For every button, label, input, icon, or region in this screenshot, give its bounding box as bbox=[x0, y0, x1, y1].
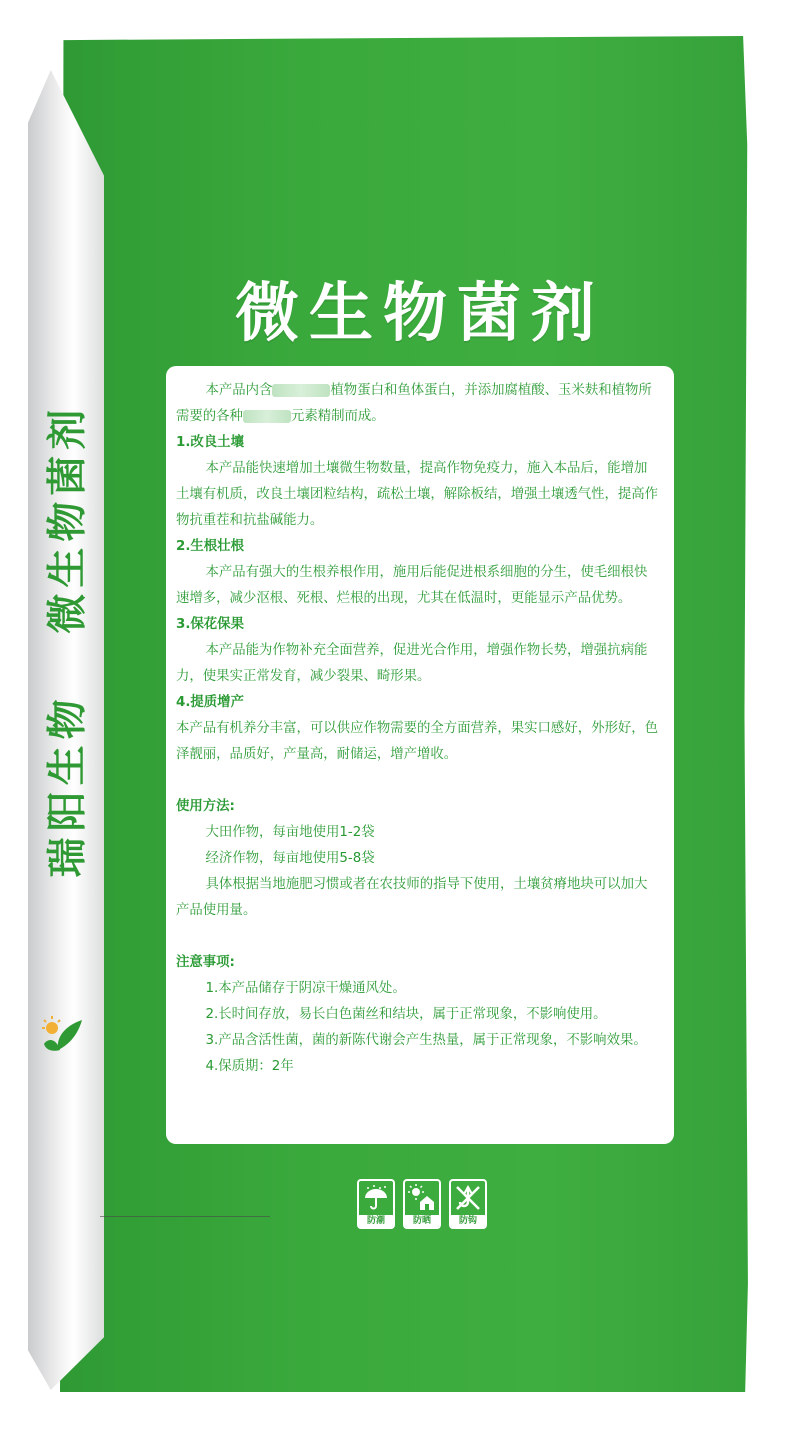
gusset-brand: 瑞阳生物 bbox=[44, 692, 91, 877]
section-heading-flower: 3.保花保果 bbox=[176, 617, 244, 632]
warning-icons bbox=[357, 1179, 487, 1229]
note-line: 3.产品含活性菌，菌的新陈代谢会产生热量，属于正常现象，不影响效果。 bbox=[205, 1033, 647, 1048]
gusset-product: 微生物菌剂 bbox=[44, 403, 91, 634]
intro-paragraph bbox=[176, 378, 660, 430]
note-line: 2.长时间存放，易长白色菌丝和结块，属于正常现象，不影响使用。 bbox=[205, 1007, 607, 1022]
icon-label: 防晒 bbox=[405, 1215, 439, 1227]
info-panel bbox=[166, 366, 674, 1144]
intro-text-1: 本产品内含 bbox=[205, 383, 273, 398]
section-text-root: 本产品有强大的生根养根作用，施用后能促进根系细胞的分生，使毛细根快速增多，减少沤根、死根、烂根的出现，尤其在低温时，更能显示产品优势。 bbox=[176, 565, 648, 606]
no-hook-icon bbox=[454, 1184, 482, 1212]
section-text-soil: 本产品能快速增加土壤微生物数量，提高作物免疫力，施入本品后，能增加土壤有机质，改良土壤团粒结构，疏松土壤，解除板结，增强土壤透气性，提高作物抗重茬和抗盐碱能力。 bbox=[176, 461, 659, 528]
section-heading-quality: 4.提质增产 bbox=[176, 695, 244, 710]
icon-label: 防潮 bbox=[359, 1215, 393, 1227]
intro-text-2: 植物蛋白和鱼体蛋白，并添加腐植酸、玉米麸和植物所需要的各种 bbox=[176, 383, 652, 424]
usage-heading: 使用方法: bbox=[176, 799, 235, 814]
divider-line bbox=[100, 1216, 270, 1217]
usage-line: 具体根据当地施肥习惯或者在农技师的指导下使用，土壤贫瘠地块可以加大产品使用量。 bbox=[176, 877, 648, 918]
section-text-flower: 本产品能为作物补充全面营养，促进光合作用，增强作物长势，增强抗病能力，使果实正常发育，减少裂果、畸形果。 bbox=[176, 643, 648, 684]
icon-label: 防钩 bbox=[451, 1215, 485, 1227]
gusset-text bbox=[34, 300, 94, 980]
sun-proof-badge bbox=[403, 1179, 441, 1229]
redacted-blur bbox=[243, 410, 291, 423]
brand-logo-icon bbox=[38, 1010, 86, 1058]
note-line: 1.本产品储存于阴凉干燥通风处。 bbox=[205, 981, 406, 996]
usage-line: 大田作物，每亩地使用1-2袋 bbox=[205, 825, 375, 840]
umbrella-rain-icon bbox=[362, 1184, 390, 1212]
product-title: 微生物菌剂 bbox=[235, 277, 605, 351]
section-heading-root: 2.生根壮根 bbox=[176, 539, 244, 554]
section-text-quality: 本产品有机养分丰富，可以供应作物需要的全方面营养，果实口感好，外形好，色泽靓丽，品质好，产量高，耐储运，增产增收。 bbox=[176, 721, 659, 762]
usage-line: 经济作物，每亩地使用5-8袋 bbox=[205, 851, 375, 866]
sun-house-icon bbox=[408, 1184, 436, 1212]
notes-heading: 注意事项: bbox=[176, 955, 235, 970]
note-line: 4.保质期：2年 bbox=[205, 1059, 294, 1074]
redacted-blur bbox=[272, 384, 330, 397]
no-hook-badge bbox=[449, 1179, 487, 1229]
moisture-proof-badge bbox=[357, 1179, 395, 1229]
intro-text-3: 元素精制而成。 bbox=[290, 409, 385, 424]
section-heading-soil: 1.改良土壤 bbox=[176, 435, 244, 450]
